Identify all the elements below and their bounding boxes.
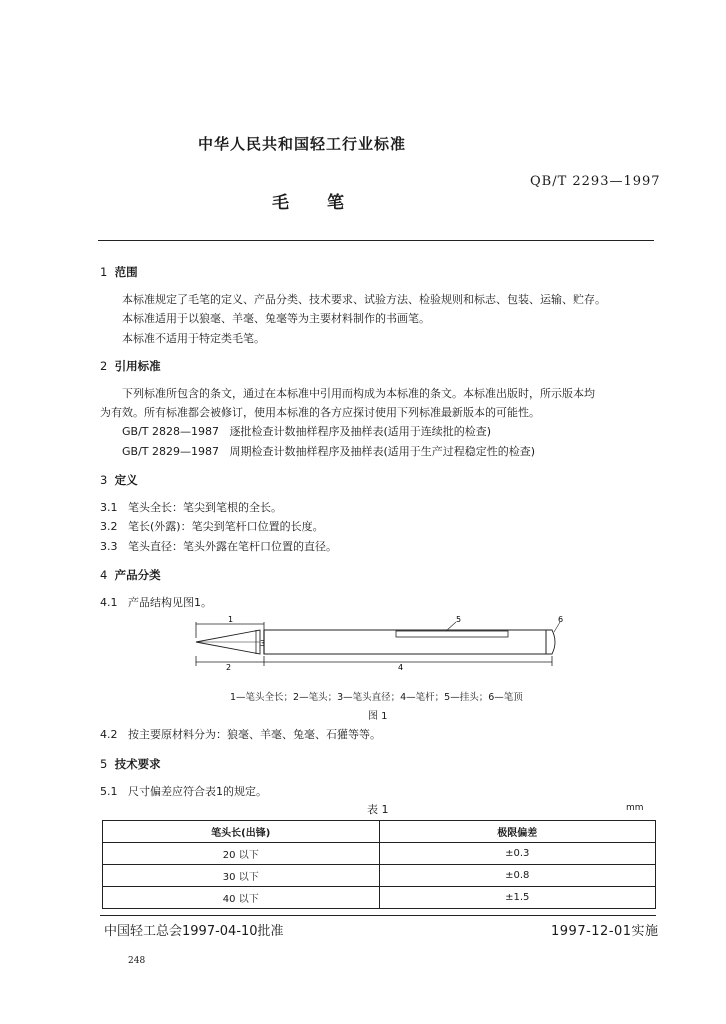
- figure-caption: 1—笔头全长；2—笔头；3—笔头直径；4—笔杆；5—挂头；6—笔顶: [230, 692, 523, 703]
- table-row: [103, 843, 656, 865]
- section-title: 范围: [114, 265, 138, 279]
- issuer-title: 中华人民共和国轻工行业标准: [198, 135, 407, 153]
- section-number: 1: [100, 265, 108, 279]
- table-cell: ±0.8: [379, 865, 656, 887]
- section-5-heading: [100, 756, 161, 772]
- approval-date: 中国轻工总会1997-04-10批准: [104, 924, 284, 939]
- figure-label-6: 6: [558, 615, 564, 624]
- paragraph: 本标准规定了毛笔的定义、产品分类、技术要求、试验方法、检验规则和标志、包装、运输、贮存。: [122, 293, 606, 306]
- footer-rule: [100, 915, 656, 916]
- reference-2: [122, 443, 535, 459]
- paragraph: 本标准适用于以狼毫、羊毫、兔毫等为主要材料制作的书画笔。: [122, 312, 430, 325]
- figure-label-2: 2: [226, 663, 232, 672]
- header-cell: 极限偏差: [379, 821, 656, 843]
- clause-text: 笔头全长：笔尖到笔根的全长。: [128, 501, 282, 514]
- section-number: 3: [100, 473, 108, 487]
- section-number: 5: [100, 757, 108, 771]
- section-4-heading: [100, 567, 161, 583]
- figure-label-4: 4: [398, 663, 404, 672]
- table-cell: ±1.5: [379, 887, 656, 909]
- clause-text: 笔长(外露)：笔尖到笔杆口位置的长度。: [128, 520, 324, 533]
- section-title: 技术要求: [114, 757, 161, 771]
- reference-title: 逐批检查计数抽样程序及抽样表(适用于连续批的检查): [229, 425, 492, 438]
- clause-4-2: [100, 726, 381, 742]
- reference-title: 周期检查计数抽样程序及抽样表(适用于生产过程稳定性的检查): [229, 445, 536, 458]
- table-header-row: [103, 821, 656, 843]
- clause-number: 4.2: [100, 728, 118, 741]
- title-char-2: 笔: [327, 193, 344, 213]
- figure-title: 图 1: [368, 711, 388, 722]
- paragraph: 下列标准所包含的条文，通过在本标准中引用而构成为本标准的条文。本标准出版时，所示版本均: [122, 387, 595, 400]
- clause-text: 笔头直径：笔头外露在笔杆口位置的直径。: [128, 540, 337, 553]
- brush-diagram: [180, 612, 580, 672]
- title-char-1: 毛: [272, 193, 289, 213]
- clause-number: 3.3: [100, 540, 118, 553]
- section-2-heading: [100, 358, 161, 374]
- section-title: 定义: [114, 473, 138, 487]
- document-title: [272, 188, 382, 213]
- header-cell: 笔头长(出锋): [103, 821, 380, 843]
- table-cell: 40 以下: [103, 887, 380, 909]
- reference-code: GB/T 2828—1987: [122, 425, 219, 438]
- clause-5-1: [100, 783, 267, 799]
- table-cell: 30 以下: [103, 865, 380, 887]
- section-number: 2: [100, 359, 108, 373]
- clause-text: 产品结构见图1。: [128, 596, 212, 609]
- definition-1: [100, 499, 282, 515]
- clause-number: 5.1: [100, 785, 118, 798]
- table-title: 表 1: [367, 803, 389, 816]
- section-title: 产品分类: [114, 568, 161, 582]
- clause-number: 3.2: [100, 520, 118, 533]
- section-number: 4: [100, 568, 108, 582]
- table-unit: mm: [626, 803, 644, 813]
- section-1-heading: [100, 264, 138, 280]
- table-cell: 20 以下: [103, 843, 380, 865]
- header-rule: [98, 240, 654, 241]
- clause-number: 3.1: [100, 501, 118, 514]
- clause-4-1: [100, 594, 212, 610]
- section-3-heading: [100, 472, 138, 488]
- clause-text: 尺寸偏差应符合表1的规定。: [128, 785, 267, 798]
- reference-1: [122, 423, 491, 439]
- figure-label-3: 3: [260, 639, 266, 648]
- standard-code: QB/T 2293—1997: [530, 174, 661, 189]
- clause-text: 按主要原材料分为：狼毫、羊毫、兔毫、石獾等等。: [128, 728, 381, 741]
- reference-code: GB/T 2829—1987: [122, 445, 219, 458]
- section-title: 引用标准: [114, 359, 161, 373]
- definition-2: [100, 518, 324, 534]
- table-row: [103, 887, 656, 909]
- paragraph: 为有效。所有标准都会被修订，使用本标准的各方应探讨使用下列标准最新版本的可能性。: [100, 406, 540, 419]
- page-number: 248: [128, 956, 146, 966]
- figure-label-1: 1: [228, 615, 234, 624]
- table-row: [103, 865, 656, 887]
- clause-number: 4.1: [100, 596, 118, 609]
- tolerance-table: [102, 820, 656, 909]
- figure-label-5: 5: [456, 615, 462, 624]
- table-cell: ±0.3: [379, 843, 656, 865]
- paragraph: 本标准不适用于特定类毛笔。: [122, 332, 265, 345]
- definition-3: [100, 538, 337, 554]
- effective-date: 1997-12-01实施: [551, 924, 659, 939]
